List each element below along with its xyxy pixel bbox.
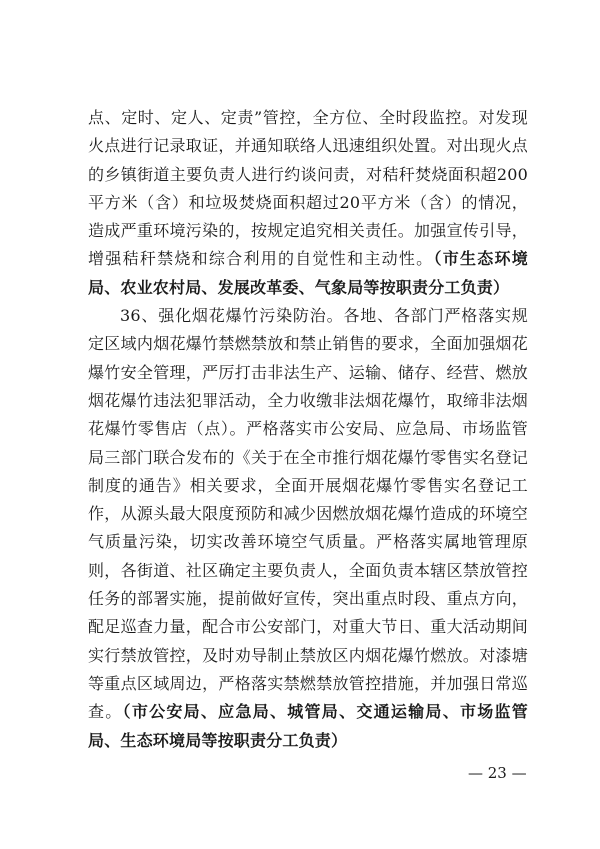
paragraph-text: 各地、各部门严格落实规定区域内烟花爆竹禁燃禁放和禁止销售的要求，全面加强烟花爆竹安全管理，严厉打击非法生产、运输、储存、经营、燃放烟花爆竹违法犯罪活动，全力收缴非法烟花爆竹，取缔非法烟花爆竹零售店（点）。严格落实市公安局、应急局、市场监管局三部门联合发布的《关于在全市推行烟花爆竹零售实名登记制度的通告》相关要求，全面开展烟花爆竹零售实名登记工作，从源头最大限度预防和减少因燃放烟花爆竹造成的环境空气质量污染，切实改善环境空气质量。严格落实属地管理原则，各街道、社区确定主要负责人，全面负责本辖区禁放管控任务的部署实施，提前做好宣传，突出重点时段、重点方向，配足巡查力量，配合市公安部门，对重大节日、重大活动期间实行禁放管控，及时劝导制止禁放区内烟花爆竹燃放。对漆塘等重点区域周边，严格落实禁燃禁放管控措施，并加强日常巡查。 [88, 306, 528, 722]
responsibility-note: （市生态环境局、农业农村局、发展改革委、气象局等按职责分工负责） [88, 249, 528, 297]
section-heading: 36、强化烟花爆竹污染防治。 [120, 306, 344, 326]
paragraph-fireworks [88, 302, 528, 755]
responsibility-note: （市公安局、应急局、城管局、交通运输局、市场监管局、生态环境局等按职责分工负责） [88, 702, 528, 750]
paragraph-straw-burning [88, 104, 528, 302]
paragraph-text: 点、定时、定人、定责”管控，全方位、全时段监控。对发现火点进行记录取证，并通知联络人迅速组织处置。对出现火点的乡镇街道主要负责人进行约谈问责，对秸秆焚烧面积超200平方米（含）和垃圾焚烧面积超过20平方米（含）的情况，造成严重环境污染的，按规定追究相关责任。加强宣传引导，增强秸秆禁烧和综合利用的自觉性和主动性。 [88, 108, 528, 269]
document-body [88, 104, 528, 755]
page-number: — 23 — [468, 764, 527, 782]
